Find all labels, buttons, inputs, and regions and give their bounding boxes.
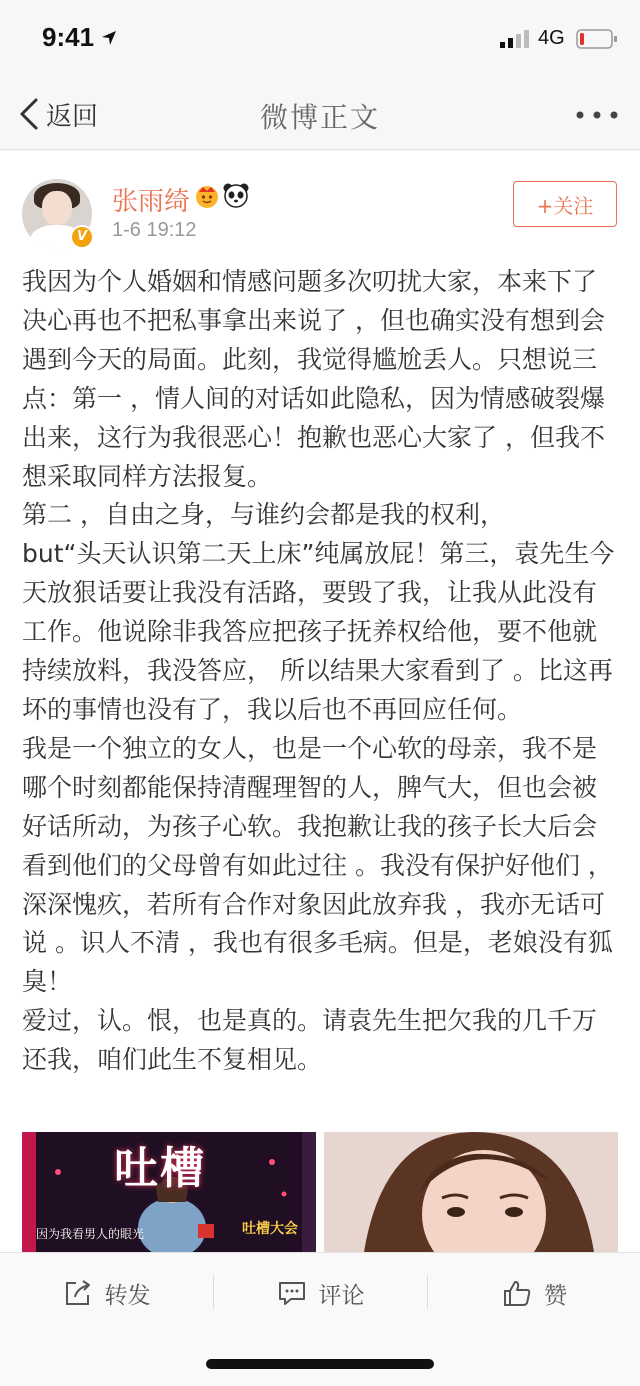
username[interactable]: 张雨绮 (112, 187, 191, 217)
status-bar (0, 0, 640, 80)
post-card (0, 151, 640, 1252)
panda-badge-icon (222, 181, 250, 209)
like-icon (502, 1278, 532, 1308)
nav-bar (0, 80, 640, 150)
post-text: 我因为个人婚姻和情感问题多次叨扰大家，本来下了决心再也不把私事拿出来说了 ，但也确实没有想到会遇到今天的局面。此刻，我觉得尴尬丢人。只想说三点：第一 ，情人间的对话如此隐私，因为情感破裂爆出来，这行为我很恶心！抱歉也恶心大家了 ，但我不想采取同样方法报复。 第二 ，自由之身，与谁约会都是我的权利， but“头天认识第二天上床”纯属放屁！第三，袁先生今天放狠话要让我没有活路，要毁了我，让我从此没有工作。他说除非我答应把孩子抚养权给他，要不他就持续放料，我没答应， 所以结果大家看到了 。比这再坏的事情也没有了，我以后也不再回应任何。 我是一个独立的女人，也是一个心软的母亲，我不是哪个时刻都能保持清醒理智的人，脾气大，但也会被好话所动，为孩子心软。我抱歉让我的孩子长大后会看到他们的父母曾有如此过往 。我没有保护好他们 ，深深愧疚，若所有合作对象因此放弃我 ，我亦无话可说 。识人不清 ，我也有很多毛病。但是，老娘没有狐臭！ 爱过，认。恨，也是真的。请袁先生把欠我的几千万还我，咱们此生不复相见。 (22, 267, 615, 1075)
image-caption: 因为我看男人的眼光 (36, 1227, 145, 1241)
home-indicator[interactable] (206, 1359, 434, 1369)
signal-icon (500, 30, 530, 48)
comment-icon (277, 1278, 307, 1308)
post-timestamp: 1-6 19:12 (112, 219, 197, 241)
more-icon[interactable] (572, 100, 622, 130)
network-type: 4G (538, 27, 565, 49)
back-label: 返回 (46, 101, 99, 132)
comment-button[interactable] (214, 1253, 427, 1333)
image-brand: 吐槽大会 (242, 1221, 298, 1237)
repost-label: 转发 (104, 1282, 151, 1309)
like-button[interactable] (428, 1253, 640, 1333)
share-icon (63, 1278, 93, 1308)
battery-icon (576, 28, 618, 50)
status-time: 9:41 (42, 22, 95, 52)
crown-badge-icon (194, 183, 220, 209)
verified-icon: V (70, 225, 94, 249)
location-arrow-icon (100, 29, 118, 47)
portrait-photo (324, 1132, 618, 1252)
like-label: 赞 (544, 1282, 567, 1309)
image-logo-text: 吐槽 (114, 1143, 206, 1194)
comment-label: 评论 (318, 1282, 365, 1309)
post-image-1[interactable] (22, 1132, 316, 1252)
image-grid (22, 1132, 618, 1252)
page-title: 微博正文 (259, 101, 380, 134)
repost-button[interactable] (0, 1253, 213, 1333)
post-image-2[interactable] (324, 1132, 618, 1252)
bottom-toolbar (0, 1252, 640, 1332)
follow-button[interactable]: +关注 (513, 181, 617, 227)
